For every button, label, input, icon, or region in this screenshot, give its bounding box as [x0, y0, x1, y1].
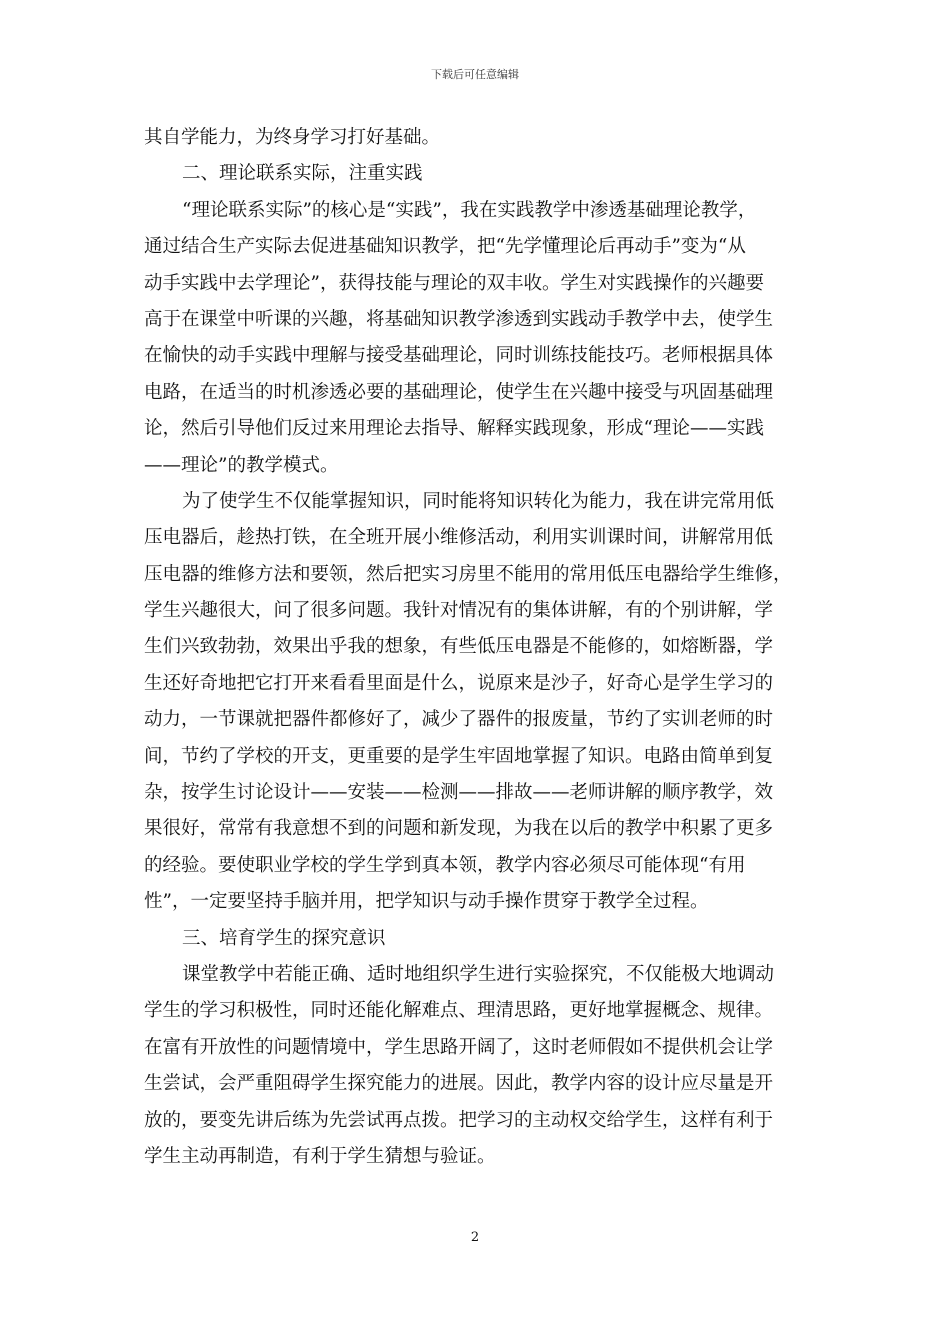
text-line: 的经验。要使职业学校的学生学到真本领，教学内容必须尽可能体现“有用: [144, 854, 746, 876]
text-line: 高于在课堂中听课的兴趣，将基础知识教学渗透到实践动手教学中去，使学生: [144, 308, 774, 330]
text-line: 其自学能力，为终身学习打好基础。: [144, 127, 441, 148]
page-header: 下载后可任意编辑: [431, 68, 519, 81]
text-line: 二、理论联系实际，注重实践: [182, 163, 423, 185]
body-text: [144, 120, 809, 1175]
text-line: 性”，一定要坚持手脑并用，把学知识与动手操作贯穿于教学全过程。: [144, 891, 709, 913]
page-number: 2: [470, 1230, 480, 1245]
text-line: 学生兴趣很大，问了很多问题。我针对情况有的集体讲解，有的个别讲解，学: [144, 600, 774, 622]
text-line: 生尝试，会严重阻碍学生探究能力的进展。因此，教学内容的设计应尽量是开: [144, 1073, 774, 1095]
text-line: 在愉快的动手实践中理解与接受基础理论，同时训练技能技巧。老师根据具体: [144, 345, 774, 367]
text-line: 三、培育学生的探究意识: [182, 927, 386, 949]
text-line: 电路，在适当的时机渗透必要的基础理论，使学生在兴趣中接受与巩固基础理: [144, 381, 774, 403]
text-line: 课堂教学中若能正确、适时地组织学生进行实验探究，不仅能极大地调动: [182, 963, 775, 985]
text-line: ——理论”的教学模式。: [144, 454, 339, 476]
text-line: 学生的学习积极性，同时还能化解难点、理清思路，更好地掌握概念、规律。: [144, 1000, 774, 1022]
text-line: 在富有开放性的问题情境中，学生思路开阔了，这时老师假如不提供机会让学: [144, 1036, 774, 1058]
text-line: 间，节约了学校的开支，更重要的是学生牢固地掌握了知识。电路由简单到复: [144, 745, 774, 767]
text-line: 动力，一节课就把器件都修好了，减少了器件的报废量，节约了实训老师的时: [144, 709, 774, 731]
text-line: 放的，要变先讲后练为先尝试再点拨。把学习的主动权交给学生，这样有利于: [144, 1109, 774, 1131]
text-line: 果很好，常常有我意想不到的问题和新发现，为我在以后的教学中积累了更多: [144, 818, 774, 840]
text-line: 为了使学生不仅能掌握知识，同时能将知识转化为能力，我在讲完常用低: [182, 490, 775, 512]
text-line: “理论联系实际”的核心是“实践”，我在实践教学中渗透基础理论教学，: [182, 199, 757, 221]
text-line: 动手实践中去学理论”，获得技能与理论的双丰收。学生对实践操作的兴趣要: [144, 272, 764, 294]
text-line: 论，然后引导他们反过来用理论去指导、解释实践现象，形成“理论——实践: [144, 418, 764, 440]
text-line: 生还好奇地把它打开来看看里面是什么，说原来是沙子，好奇心是学生学习的: [144, 672, 774, 694]
text-line: 压电器的维修方法和要领，然后把实习房里不能用的常用低压电器给学生维修，: [144, 563, 792, 585]
text-line: 通过结合生产实际去促进基础知识教学，把“先学懂理论后再动手”变为“从: [144, 236, 746, 258]
text-line: 杂，按学生讨论设计——安装——检测——排故——老师讲解的顺序教学，效: [144, 782, 774, 804]
text-line: 学生主动再制造，有利于学生猜想与验证。: [144, 1145, 496, 1167]
text-line: 压电器后，趁热打铁，在全班开展小维修活动，利用实训课时间，讲解常用低: [144, 527, 774, 549]
text-line: 生们兴致勃勃，效果出乎我的想象，有些低压电器是不能修的，如熔断器，学: [144, 636, 774, 658]
